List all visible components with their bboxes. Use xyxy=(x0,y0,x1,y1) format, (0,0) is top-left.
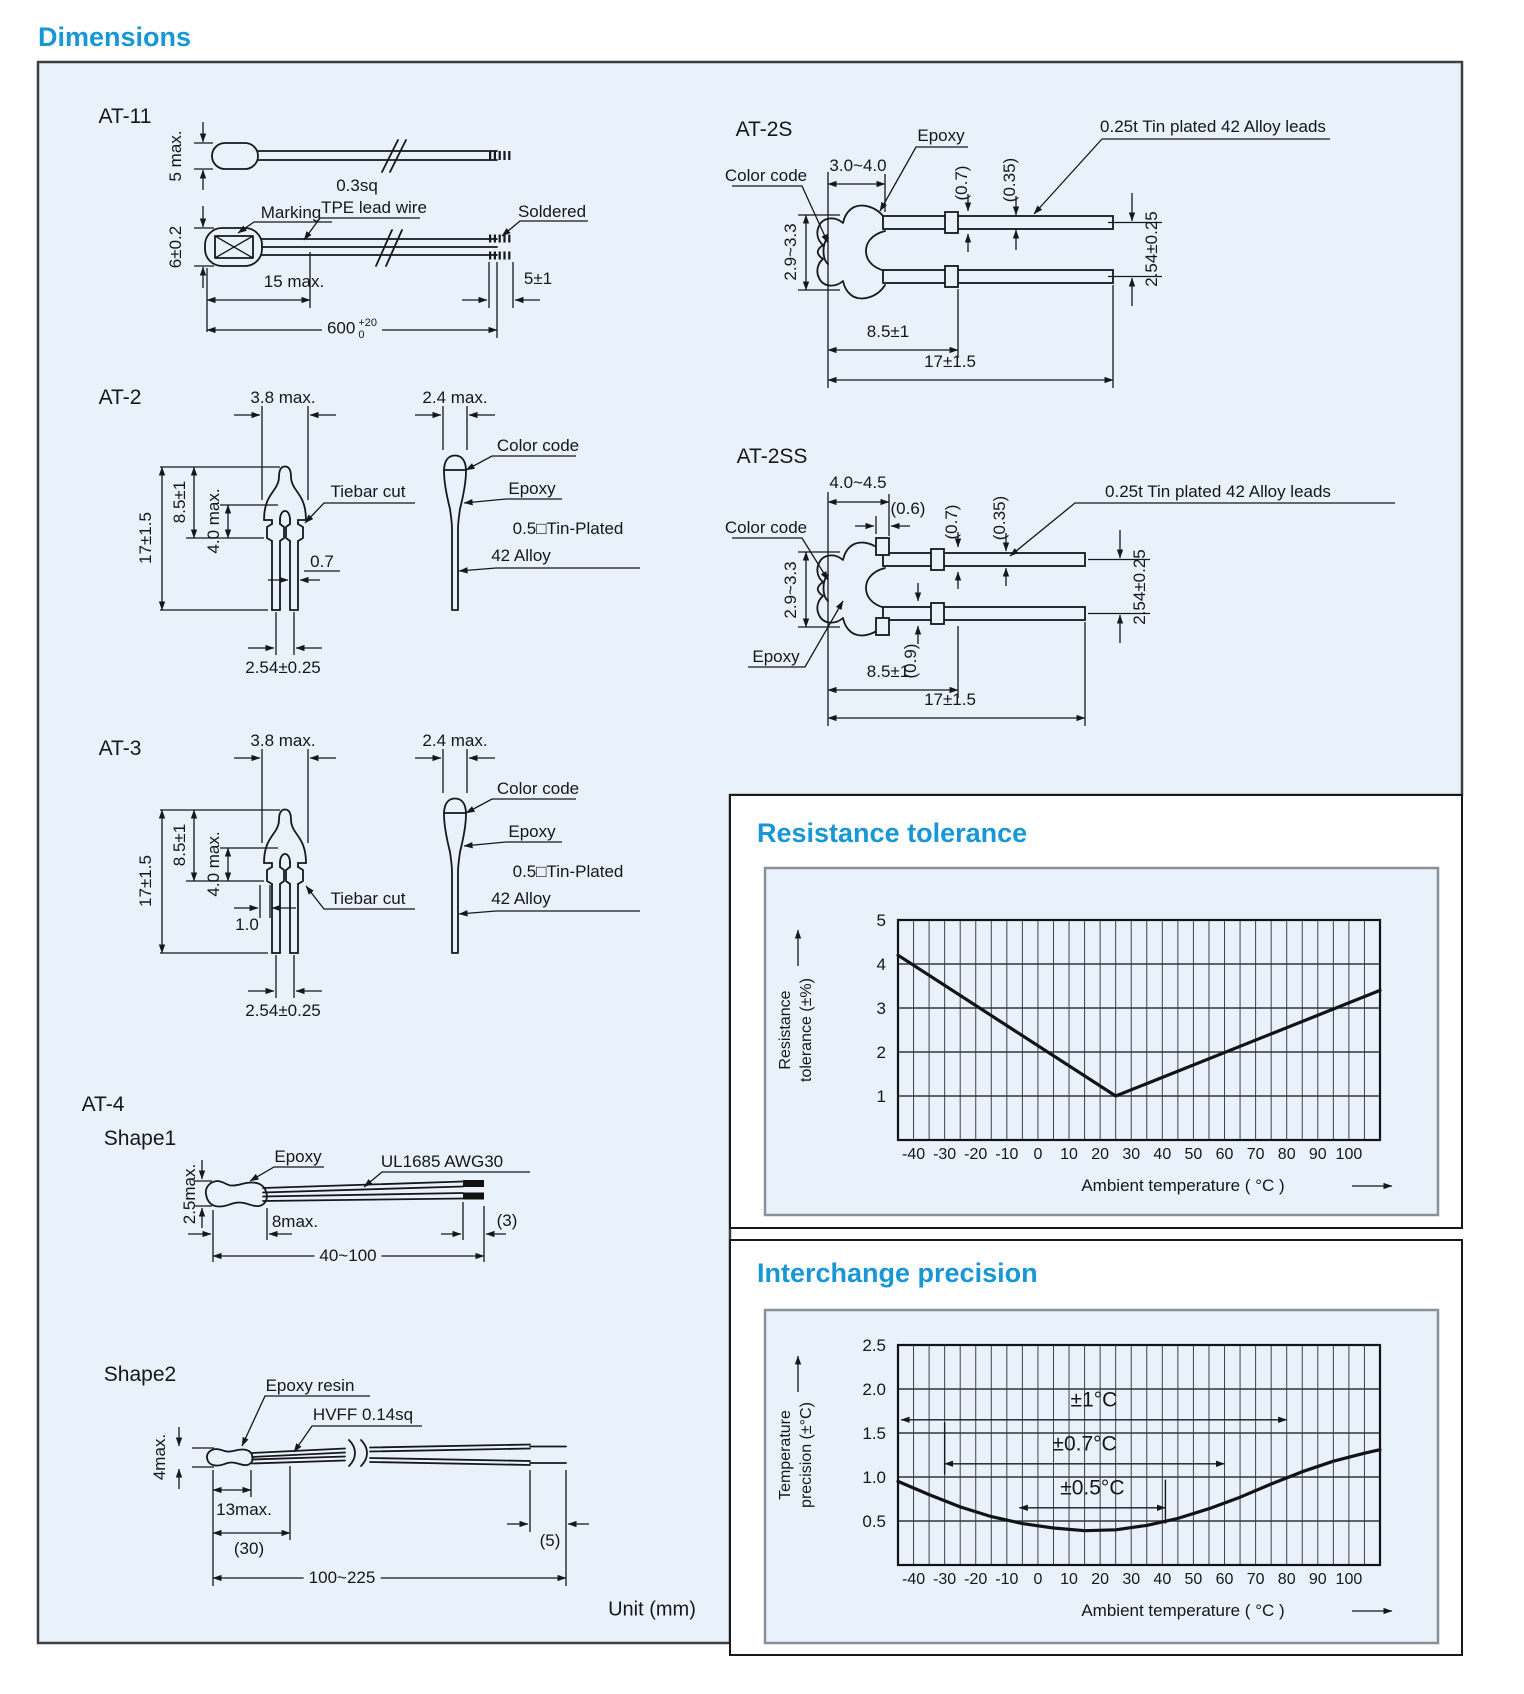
at2ss-dim-85: 8.5±1 xyxy=(866,662,910,682)
at4-s2-dim-13max: 13max. xyxy=(216,1500,272,1520)
at2ss-dim-07: (0.7) xyxy=(942,504,962,540)
at2ss-dim-09: (0.9) xyxy=(901,643,921,679)
resistance-y-label-line1: Resistance xyxy=(777,990,795,1070)
at3-name: AT-3 xyxy=(98,737,142,761)
x-tick-label: -40 xyxy=(901,1146,926,1163)
at2s-name: AT-2S xyxy=(735,118,793,142)
at11-dim-5max: 5 max. xyxy=(166,130,186,182)
at4-s2-dim-30: (30) xyxy=(233,1539,265,1559)
x-tick-label: 50 xyxy=(1184,1146,1203,1163)
x-tick-label: 20 xyxy=(1091,1571,1110,1588)
at11-dim-5-1: 5±1 xyxy=(523,269,553,289)
x-tick-label: 90 xyxy=(1308,1146,1327,1163)
at3-dim-85: 8.5±1 xyxy=(170,823,190,867)
at2-dim-85: 8.5±1 xyxy=(170,480,190,524)
at2-dim-24max: 2.4 max. xyxy=(422,388,488,408)
at2ss-name: AT-2SS xyxy=(736,445,808,469)
at4-s2-dim-4max: 4max. xyxy=(150,1433,170,1481)
interchange-chart-title: Interchange precision xyxy=(757,1258,1038,1288)
at3-dim-10: 1.0 xyxy=(235,915,259,935)
at2s-dim-29-33: 2.9~3.3 xyxy=(781,223,801,281)
at2-dim-07: 0.7 xyxy=(310,552,334,572)
at11-dim-600 xyxy=(322,317,382,341)
at2ss-epoxy-label: Epoxy xyxy=(752,647,800,667)
annotation-label: ±0.7°C xyxy=(1052,1432,1117,1456)
x-tick-label: 40 xyxy=(1153,1146,1172,1163)
x-tick-label: 80 xyxy=(1277,1146,1296,1163)
at2-dim-40max: 4.0 max. xyxy=(204,488,224,554)
at2-color-code-label: Color code xyxy=(496,436,580,456)
x-tick-label: 30 xyxy=(1122,1146,1141,1163)
at4-s1-dim-3: (3) xyxy=(496,1211,518,1231)
resistance-y-label-line2: tolerance (±%) xyxy=(798,978,815,1082)
at2s-dim-17: 17±1.5 xyxy=(924,352,976,372)
at3-dim-38max: 3.8 max. xyxy=(250,731,316,751)
at2s-epoxy-label: Epoxy xyxy=(917,126,965,146)
at2-tiebar-label: Tiebar cut xyxy=(330,482,406,502)
y-tick-label: 0.5 xyxy=(862,1512,886,1531)
at3-dim-24max: 2.4 max. xyxy=(422,731,488,751)
y-tick-label: 1.5 xyxy=(862,1424,886,1443)
at11-dim-600-tol-upper: +20 xyxy=(358,316,378,329)
at2-dim-pitch: 2.54±0.25 xyxy=(245,658,321,678)
at2ss-dim-06: (0.6) xyxy=(890,499,926,519)
at3-dim-pitch: 2.54±0.25 xyxy=(245,1001,321,1021)
x-tick-label: 50 xyxy=(1184,1571,1203,1588)
y-tick-label: 1.0 xyxy=(862,1468,886,1487)
at2-epoxy-label: Epoxy xyxy=(508,479,556,499)
at3-lead-spec-line2: 42 Alloy xyxy=(491,889,551,909)
at4-s2-dim-100-225: 100~225 xyxy=(304,1569,381,1587)
at4-name: AT-4 xyxy=(81,1093,125,1117)
x-tick-label: -10 xyxy=(995,1571,1019,1588)
at2-dim-38max: 3.8 max. xyxy=(250,388,316,408)
x-tick-label: -20 xyxy=(964,1571,988,1588)
at2ss-leads-label: 0.25t Tin plated 42 Alloy leads xyxy=(1105,482,1331,502)
y-tick-label: 1 xyxy=(876,1087,886,1106)
at2s-leads-label: 0.25t Tin plated 42 Alloy leads xyxy=(1100,117,1326,137)
at2ss-dim-pitch: 2.54±0.25 xyxy=(1130,549,1150,625)
at4-s1-wire-label: UL1685 AWG30 xyxy=(380,1152,504,1172)
x-tick-label: 60 xyxy=(1215,1571,1234,1588)
at3-lead-spec-line1: 0.5□Tin-Plated xyxy=(512,862,624,882)
x-tick-label: 10 xyxy=(1060,1571,1078,1588)
resistance-y-axis-label xyxy=(776,978,818,1082)
at4-s2-dim-5: (5) xyxy=(539,1531,561,1551)
resistance-x-axis-label: Ambient temperature ( °C ) xyxy=(1081,1176,1285,1196)
x-tick-label: 70 xyxy=(1246,1146,1265,1163)
x-tick-label: 30 xyxy=(1122,1571,1141,1588)
at2s-dim-pitch: 2.54±0.25 xyxy=(1142,211,1162,287)
at3-tiebar-label: Tiebar cut xyxy=(330,889,406,909)
at2s-dim-30-40: 3.0~4.0 xyxy=(829,156,887,176)
at2-dim-17: 17±1.5 xyxy=(136,512,156,564)
x-tick-label: -30 xyxy=(933,1146,957,1163)
at11-dim-600-value: 600 xyxy=(326,318,356,338)
x-tick-label: 20 xyxy=(1091,1146,1110,1163)
at3-dim-17: 17±1.5 xyxy=(136,855,156,907)
x-tick-label: -10 xyxy=(995,1146,1019,1163)
at2ss-dim-17: 17±1.5 xyxy=(924,690,976,710)
at2s-dim-85: 8.5±1 xyxy=(866,322,910,342)
x-tick-label: 80 xyxy=(1277,1571,1296,1588)
at11-wire-spec-line2: TPE lead wire xyxy=(321,198,427,218)
at11-marking-label: Marking xyxy=(260,203,322,223)
at4-s1-dim-8max: 8max. xyxy=(271,1212,319,1232)
x-tick-label: 0 xyxy=(1033,1571,1043,1588)
at2-lead-spec-line1: 0.5□Tin-Plated xyxy=(512,519,624,539)
x-tick-label: 90 xyxy=(1308,1571,1327,1588)
at11-dim-15max: 15 max. xyxy=(263,272,325,292)
x-tick-label: -40 xyxy=(901,1571,926,1588)
at11-dim-600-tol-lower: 0 xyxy=(358,329,365,341)
y-tick-label: 2.5 xyxy=(862,1336,886,1355)
at2s-color-code-label: Color code xyxy=(724,166,808,186)
x-tick-label: 40 xyxy=(1153,1571,1172,1588)
at11-soldered-label: Soldered xyxy=(517,202,587,222)
y-tick-label: 4 xyxy=(876,955,886,974)
at4-shape1-name: Shape1 xyxy=(103,1127,177,1151)
annotation-label: ±1°C xyxy=(1070,1388,1118,1412)
at4-shape2-name: Shape2 xyxy=(103,1363,177,1387)
y-tick-label: 3 xyxy=(876,999,886,1018)
interchange-x-axis-label: Ambient temperature ( °C ) xyxy=(1081,1601,1285,1621)
at2-lead-spec-line2: 42 Alloy xyxy=(491,546,551,566)
y-tick-label: 5 xyxy=(876,911,886,930)
at3-dim-40max: 4.0 max. xyxy=(204,831,224,897)
at3-color-code-label: Color code xyxy=(496,779,580,799)
resistance-chart-title: Resistance tolerance xyxy=(757,818,1028,848)
interchange-y-axis-label xyxy=(776,1402,818,1508)
at11-wire-spec-line1: 0.3sq xyxy=(336,176,378,196)
at2ss-dim-40-45: 4.0~4.5 xyxy=(829,473,887,493)
interchange-y-label-line2: precision (±°C) xyxy=(798,1402,815,1508)
at2ss-color-code-label: Color code xyxy=(724,518,808,538)
y-tick-label: 2 xyxy=(876,1043,886,1062)
x-tick-label: 100 xyxy=(1335,1571,1363,1588)
x-tick-label: 0 xyxy=(1033,1146,1043,1163)
x-tick-label: 70 xyxy=(1246,1571,1265,1588)
page-title: Dimensions xyxy=(38,22,192,52)
x-tick-label: -30 xyxy=(933,1571,957,1588)
at2-name: AT-2 xyxy=(98,386,142,410)
x-tick-label: 10 xyxy=(1060,1146,1078,1163)
at4-s1-dim-40-100: 40~100 xyxy=(314,1247,381,1265)
x-tick-label: -20 xyxy=(964,1146,988,1163)
at2s-dim-07: (0.7) xyxy=(952,165,972,201)
at11-name: AT-11 xyxy=(98,105,152,129)
y-tick-label: 2.0 xyxy=(862,1380,886,1399)
at4-s2-epoxy-label: Epoxy resin xyxy=(265,1376,355,1396)
at4-s1-dim-25max: 2.5max. xyxy=(180,1163,200,1225)
at2ss-dim-035: (0.35) xyxy=(990,495,1010,541)
x-tick-label: 100 xyxy=(1335,1146,1363,1163)
annotation-label: ±0.5°C xyxy=(1060,1476,1125,1500)
unit-note: Unit (mm) xyxy=(608,1598,696,1621)
interchange-y-label-line1: Temperature xyxy=(777,1410,795,1500)
x-tick-label: 60 xyxy=(1215,1146,1234,1163)
at4-s1-epoxy-label: Epoxy xyxy=(274,1147,322,1167)
at11-dim-6: 6±0.2 xyxy=(166,225,186,269)
at2ss-dim-29-33: 2.9~3.3 xyxy=(781,561,801,619)
at3-epoxy-label: Epoxy xyxy=(508,822,556,842)
at2s-dim-035: (0.35) xyxy=(1000,157,1020,203)
at4-s2-wire-label: HVFF 0.14sq xyxy=(312,1405,414,1425)
